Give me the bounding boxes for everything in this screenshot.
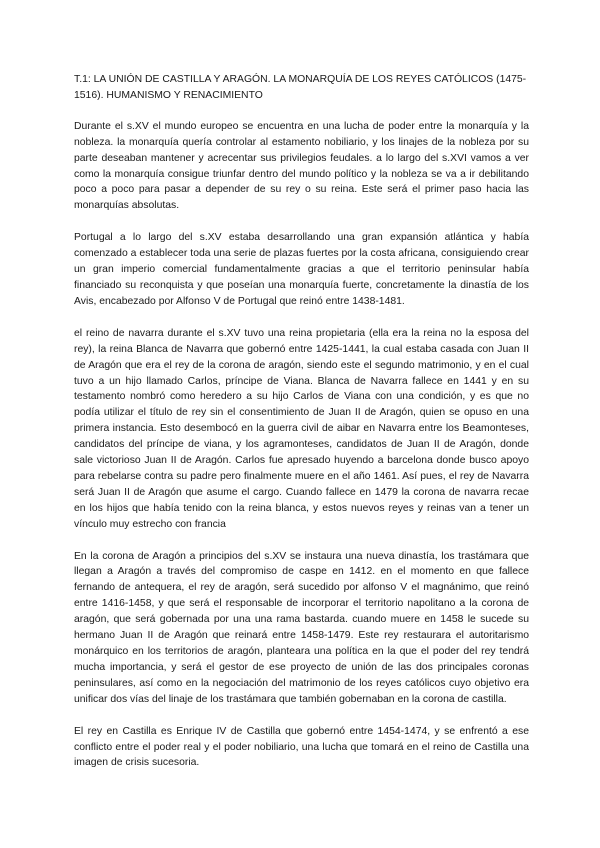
paragraph-navarra: el reino de navarra durante el s.XV tuvo una reina propietaria (ella era la reina no la esposa del rey), la reina Blanca de Navarra que gobernó entre 1425-1441, la cual estaba casada con Juan II de Aragón que era el rey de la corona de aragón, siendo este el segundo matrimonio, y en el cual tuvo a un hijo llamado Carlos, príncipe de Viana. Blanca de Navarra fallece en 1441 y en su testamento nombró como heredero a su hijo Carlos de Viana con una condición, y es que no podía utilizar el título de rey sin el consentimiento de Juan II de Aragón, quien se opuso en una primera instancia. Esto desembocó en la guerra civil de aibar en Navarra entre los Beamonteses, candidatos del príncipe de viana, y los agramonteses, candidatos de Juan II de Aragón, donde sale victorioso Juan II de Aragón. Carlos fue apresado huyendo a barcelona donde busco apoyo para rebelarse contra su padre pero finalmente muere en el año 1461. Así pues, el rey de Navarra será Juan II de Aragón que asume el cargo. Cuando fallece en 1479 la corona de navarra recae en los hijos que había tenido con la reina blanca, y estos nuevos reyes y reinas van a tener un vínculo muy estrecho con francia: [74, 327, 529, 530]
paragraph-portugal: Portugal a lo largo del s.XV estaba desarrollando una gran expansión atlántica y había comenzado a establecer toda una serie de plazas fuertes por la costa africana, consiguiendo crear un gran imperio comercial fundamentalmente gracias a que el territorio peninsular había financiado su reconquista y que poseían una monarquía fuerte, concretamente la dinastía de los Avis, encabezado por Alfonso V de Portugal que reinó entre 1438-1481.: [74, 232, 529, 307]
paragraph-castilla: El rey en Castilla es Enrique IV de Castilla que gobernó entre 1454-1474, y se enfrentó a ese conflicto entre el poder real y el poder nobiliario, una lucha que tomará en el reino de Castilla una imagen de crisis sucesoria.: [74, 725, 529, 769]
paragraph-monarquia-nobleza: Durante el s.XV el mundo europeo se encuentra en una lucha de poder entre la monarquía y la nobleza. la monarquía quería controlar al estamento nobiliario, y los linajes de la nobleza por su parte deseaban mantener y acrecentar sus privilegios feudales. a lo largo del s.XVI vamos a ver como la monarquía consigue triunfar dentro del mundo político y la nobleza se va a ir debilitando poco a poco para pasar a depender de su rey o su reina. Este será el primer paso hacia las monarquías absolutas.: [74, 120, 529, 212]
document-title: T.1: LA UNIÓN DE CASTILLA Y ARAGÓN. LA MONARQUÍA DE LOS REYES CATÓLICOS (1475-1516). HUMANISMO Y RENACIMIENTO: [74, 74, 527, 101]
document-page: [74, 72, 529, 787]
paragraph-corona-aragon: En la corona de Aragón a principios del s.XV se instaura una nueva dinastía, los trastámara que llegan a Aragón a través del compromiso de caspe en 1412. en el momento en que fallece fernando de antequera, el rey de aragón, será sucedido por alfonso V el magnánimo, que reinó entre 1416-1458, y que será el responsable de incorporar el territorio napolitano a la corona de aragón, que será gobernada por una una rama bastarda. cuando muere en 1458 le sucede su hermano Juan II de Aragón que reinará entre 1458-1479. Este rey restaurara el autoritarismo monárquico en los territorios de aragón, planteara una política en la que el poder del rey tendrá mucha importancia, y será el gestor de ese proyecto de unión de las dos principales coronas peninsulares, así como en la negociación del matrimonio de los reyes católicos cuyo objetivo era unificar dos vías del linaje de los trastámara que también gobernaban en la corona de castilla.: [74, 550, 529, 705]
